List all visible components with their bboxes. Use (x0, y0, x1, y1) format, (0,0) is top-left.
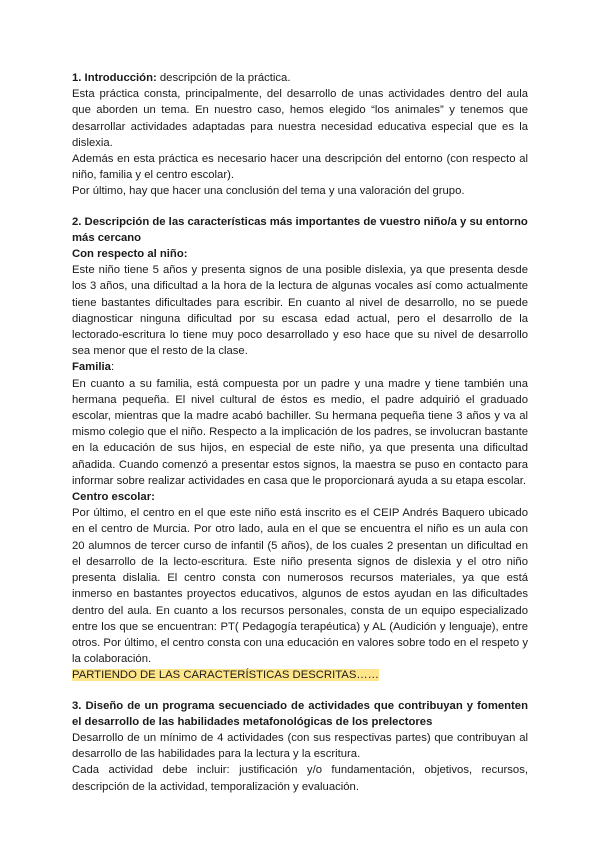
family-heading-suffix: : (110, 361, 115, 374)
section-1-paragraph-1: Esta práctica consta, principalmente, del desarrollo de unas actividades dentro del aula que aborden un tema. En nuestro caso, hemos elegido “los animales” y tenemos que desarrollar actividades adaptadas para nuestra necesidad educativa especial que es la dislexia. (72, 88, 528, 149)
section-3-title: 3. Diseño de un programa secuenciado de actividades que contribuyan y fomenten el desarrollo de las habilidades metafonológicas de los prelectores (72, 699, 528, 728)
section-1-heading (72, 70, 528, 86)
child-heading: Con respecto al niño: (72, 248, 188, 261)
child-description: Este niño tiene 5 años y presenta signos de una posible dislexia, ya que presenta desde los 3 años, una dificultad a la hora de la lectura de algunas vocales así como actualmente tiene bastantes dificultades para escribir. En cuanto al nivel de desarrollo, no se puede diagnosticar ninguna dificultad por su escasa edad actual, pero el desarrollo de la lectorado-escritura lo tiene muy poco desarrollado y eso hace que su nivel de desarrollo sea menor que el resto de la clase. (72, 264, 528, 358)
section-3-paragraph-2: Cada actividad debe incluir: justificación y/o fundamentación, objetivos, recursos, descripción de la actividad, temporalización y evaluación. (72, 764, 528, 793)
family-heading-line (72, 359, 528, 375)
highlighted-text: PARTIENDO DE LAS CARACTERÍSTICAS DESCRITAS…… (72, 669, 379, 682)
family-heading: Familia (72, 361, 111, 374)
section-1-title-rest: descripción de la práctica. (156, 72, 291, 84)
highlight-line (72, 667, 528, 683)
school-heading: Centro escolar: (72, 491, 155, 504)
section-3-paragraph-1: Desarrollo de un mínimo de 4 actividades (con sus respectivas partes) que contribuyan al desarrollo de las habilidades para la lectura y la escritura. (72, 731, 528, 761)
section-1-title: 1. Introducción: (72, 72, 157, 84)
family-description: En cuanto a su familia, está compuesta por un padre y una madre y tiene también una hermana pequeña. El nivel cultural de éstos es medio, el padre adquirió el graduado escolar, mientras que la madre acabó bachiller. Su hermana pequeña tiene 3 años y va al mismo colegio que el niño. Respecto a la implicación de los padres, se involucran bastante en la educación de sus hijos, en especial de este niño, ya que presenta una dificultad añadida. Cuando comenzó a presentar estos signos, la maestra se puso en contacto para informar sobre realizar actividades en casa que le proporcionará ayuda a su etapa escolar. (72, 377, 528, 487)
school-description: Por último, el centro en el que este niño está inscrito es el CEIP Andrés Baquero ubicado en el centro de Murcia. Por otro lado, aula en el que se encuentra el niño es un aula con 20 alumnos de tercer curso de infantil (5 años), de los cuales 2 presentan un dificultad en el desarrollo de la lecto-escritura. Este niño presenta signos de dislexia y el otro niño presenta dislalia. El centro consta con numerosos recursos materiales, ya que está inmerso en bastantes proyectos educativos, algunos de estos ayudan en las dificultades dentro del aula. En cuanto a los recursos personales, consta de un equipo especializado entre los que se encuentran: PT( Pedagogía terapéutica) y AL (Audición y lenguaje), entre otros. Por último, el centro consta con una educación en valores sobre todo en el respeto y la colaboración. (72, 507, 528, 666)
section-1-paragraph-2: Además en esta práctica es necesario hacer una descripción del entorno (con respecto al niño, familia y el centro escolar). (72, 153, 528, 182)
section-2-title: 2. Descripción de las características más importantes de vuestro niño/a y su entorno más cercano (72, 215, 528, 244)
section-1-paragraph-3: Por último, hay que hacer una conclusión del tema y una valoración del grupo. (72, 185, 465, 198)
